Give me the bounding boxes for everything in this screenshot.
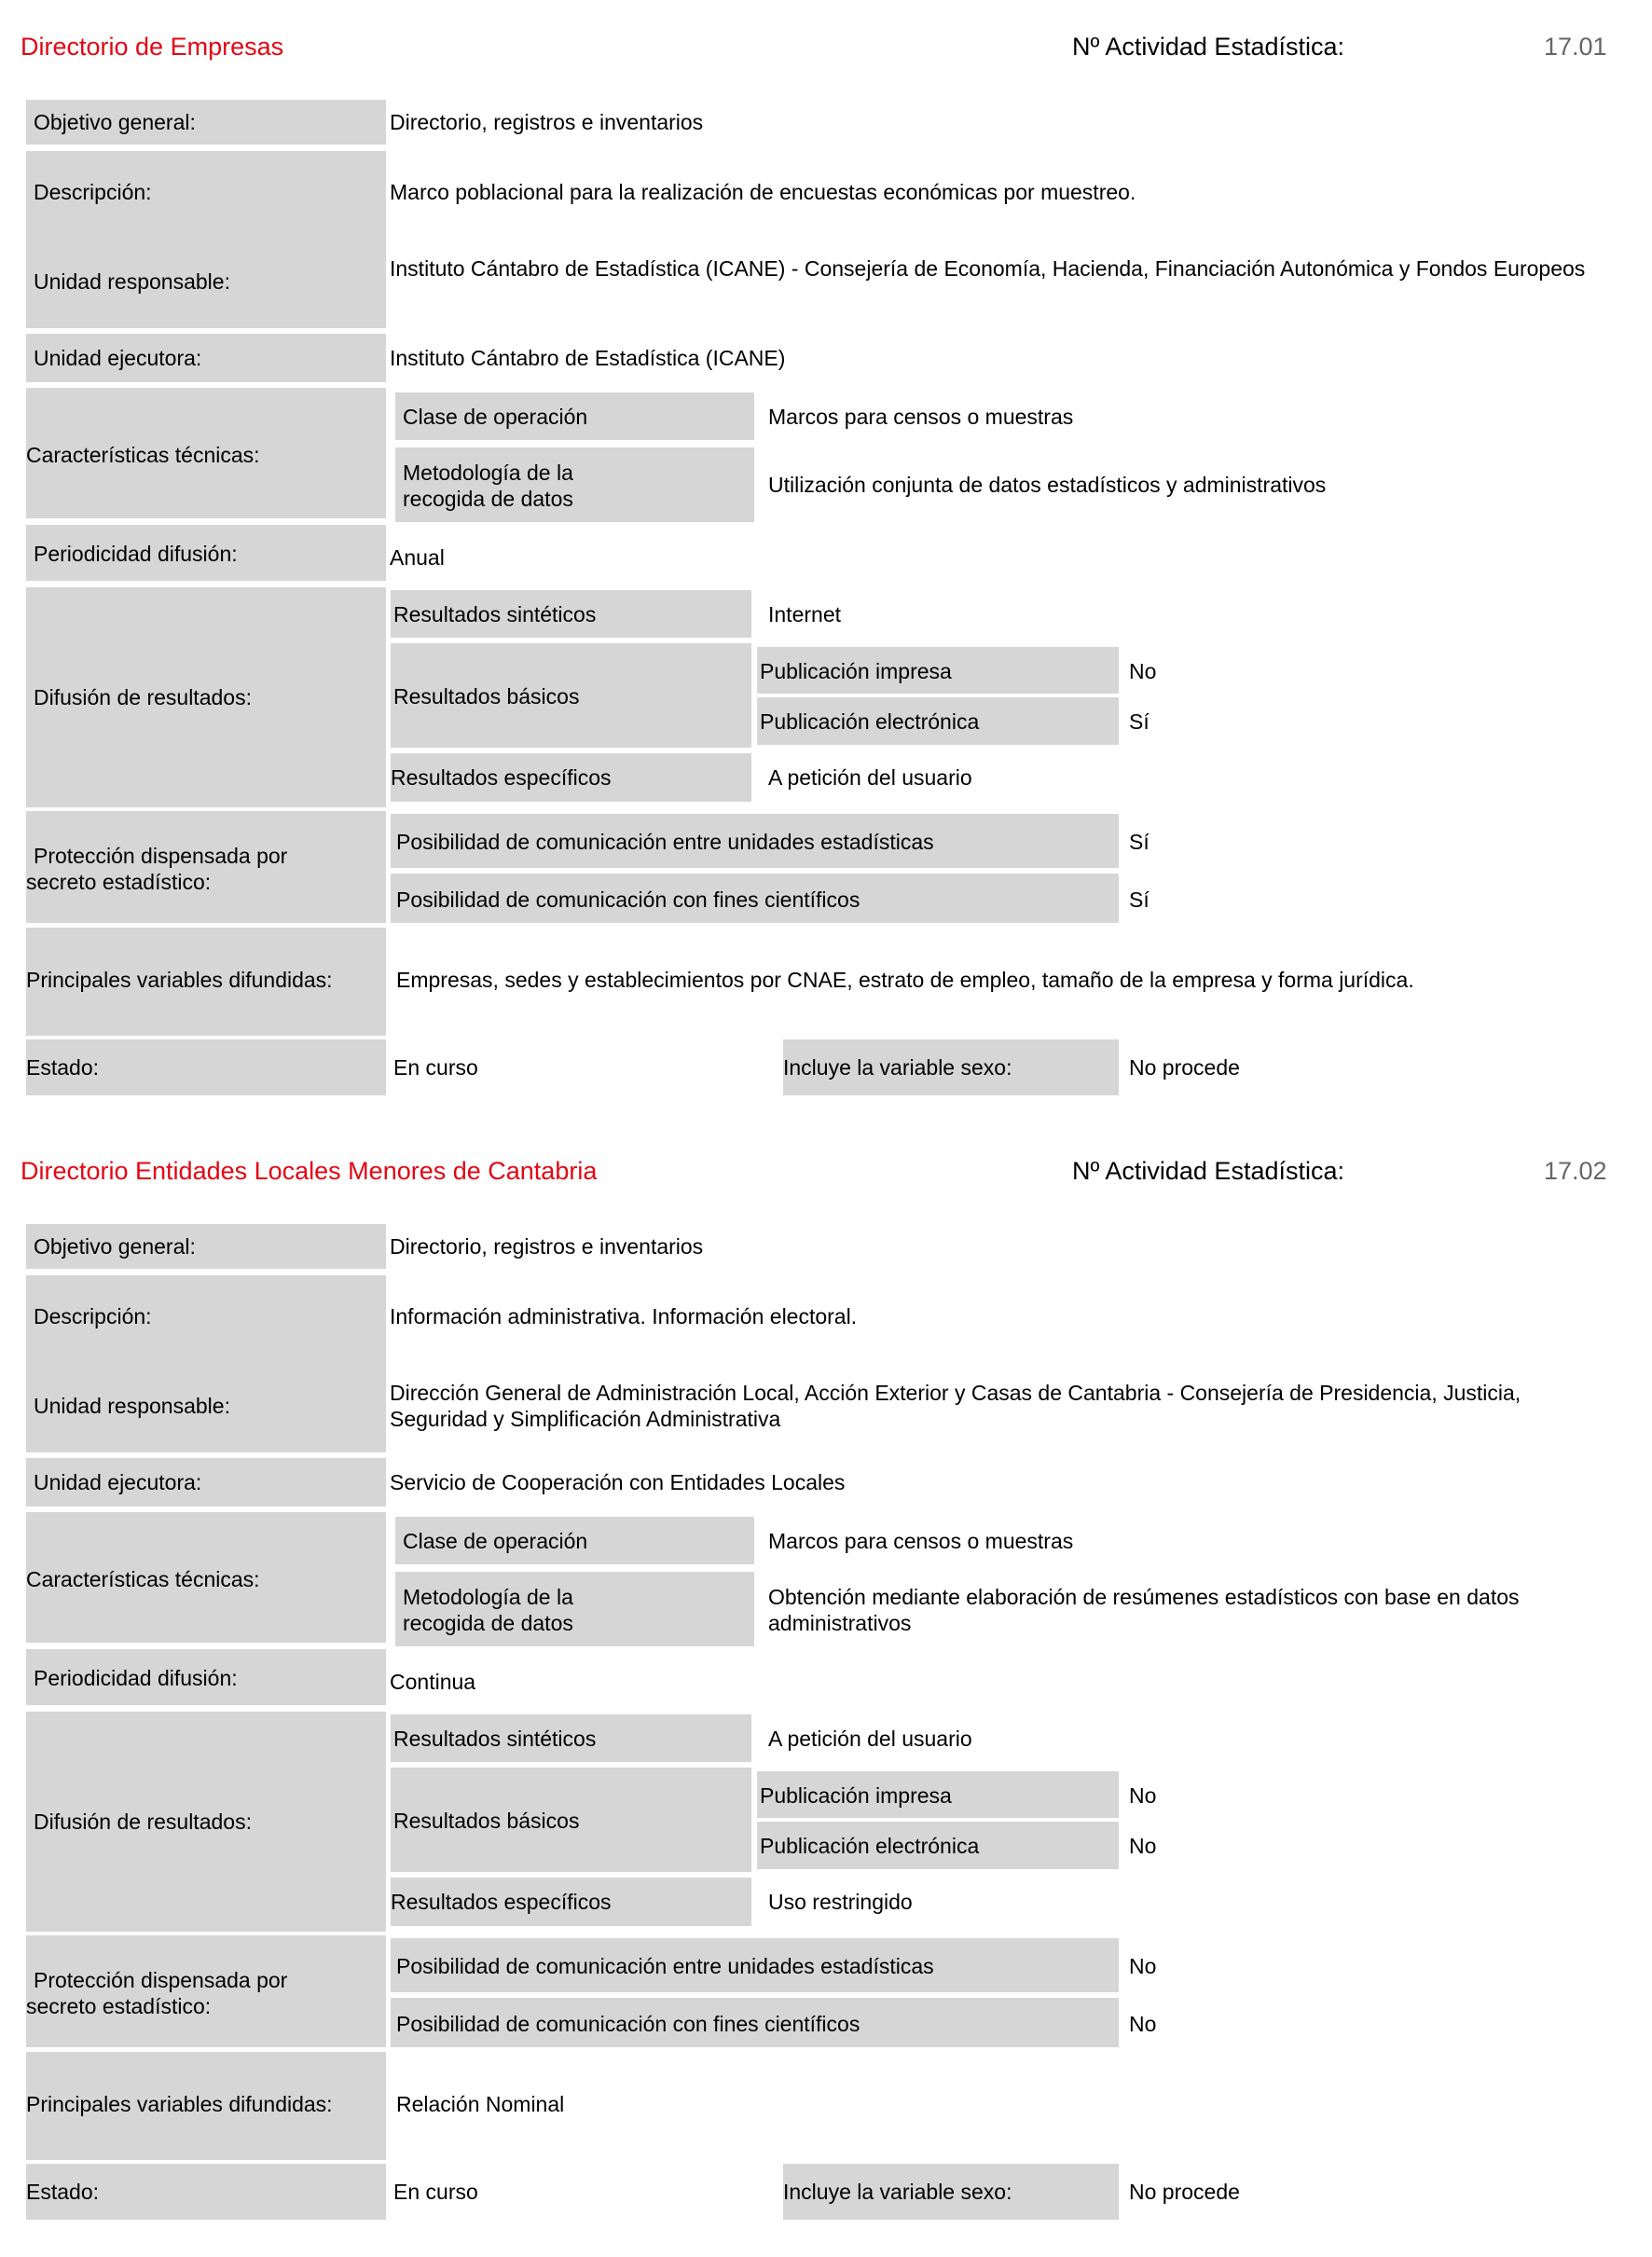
pub-electronica-label: Publicación electrónica: [760, 1834, 980, 1858]
metodologia-label-line2: recogida de datos: [403, 487, 573, 511]
clase-operacion-value: Marcos para censos o muestras: [768, 405, 1074, 429]
label-cell: [26, 151, 386, 328]
activity-number-value: 17.01: [1544, 33, 1607, 61]
pub-electronica-value: Sí: [1129, 709, 1150, 734]
pub-impresa-value: No: [1129, 1783, 1157, 1808]
proteccion-label-line1: Protección dispensada por: [34, 1968, 288, 1992]
metodologia-label-line1: Metodología de la: [403, 1585, 573, 1609]
metodologia-value: Utilización conjunta de datos estadísticos y administrativos: [768, 473, 1327, 497]
pub-impresa-label: Publicación impresa: [760, 659, 952, 683]
descripcion-label: Descripción:: [34, 180, 152, 204]
activity-number-label: Nº Actividad Estadística:: [1072, 1157, 1344, 1185]
activity-number-value: 17.02: [1544, 1157, 1607, 1185]
basicos-label: Resultados básicos: [393, 1809, 580, 1833]
proteccion-label-line2: secreto estadístico:: [26, 1994, 212, 2018]
com-cientificos-value: Sí: [1129, 888, 1150, 912]
label-cell: [26, 1275, 386, 1452]
record-title: Directorio Entidades Locales Menores de Cantabria: [21, 1157, 598, 1185]
especificos-value: Uso restringido: [768, 1890, 913, 1914]
pub-electronica-label: Publicación electrónica: [760, 709, 980, 734]
periodicidad-label: Periodicidad difusión:: [34, 1666, 238, 1690]
caracteristicas-label: Características técnicas:: [26, 1567, 260, 1591]
clase-operacion-label: Clase de operación: [403, 405, 588, 429]
metodologia-value: Obtención mediante elaboración de resúmenes estadísticos con base en datos administrativos: [768, 1585, 1520, 1635]
unidad-responsable-value: Dirección General de Administración Local, Acción Exterior y Casas de Cantabria - Consejería de Presidencia, Justicia, Seguridad y Simplificación Administrativa: [390, 1381, 1521, 1431]
com-unidades-label: Posibilidad de comunicación entre unidades estadísticas: [396, 830, 934, 854]
statistical-activity-card: [0, 1124, 1652, 2252]
sinteticos-value: Internet: [768, 602, 841, 626]
com-unidades-value: Sí: [1129, 830, 1150, 854]
com-cientificos-value: No: [1129, 2012, 1157, 2036]
unidad-responsable-label: Unidad responsable:: [34, 269, 230, 294]
variable-sexo-value: No procede: [1129, 2180, 1240, 2204]
descripcion-value: Información administrativa. Información electoral.: [390, 1304, 858, 1328]
metodologia-label-line2: recogida de datos: [403, 1611, 573, 1635]
com-unidades-value: No: [1129, 1954, 1157, 1978]
sinteticos-value: A petición del usuario: [768, 1727, 972, 1751]
com-cientificos-label: Posibilidad de comunicación con fines científicos: [396, 888, 860, 912]
variables-label: Principales variables difundidas:: [26, 2092, 333, 2116]
estado-value: En curso: [393, 2180, 478, 2204]
objetivo-label: Objetivo general:: [34, 110, 196, 134]
variables-label: Principales variables difundidas:: [26, 968, 333, 992]
objetivo-value: Directorio, registros e inventarios: [390, 110, 704, 134]
pub-impresa-value: No: [1129, 659, 1157, 683]
difusion-label: Difusión de resultados:: [34, 685, 252, 709]
unidad-ejecutora-value: Servicio de Cooperación con Entidades Locales: [390, 1470, 846, 1494]
estado-value: En curso: [393, 1055, 478, 1080]
unidad-ejecutora-label: Unidad ejecutora:: [34, 1470, 202, 1494]
especificos-value: A petición del usuario: [768, 765, 972, 790]
variable-sexo-label: Incluye la variable sexo:: [783, 2180, 1012, 2204]
periodicidad-value: Continua: [390, 1670, 476, 1694]
variable-sexo-value: No procede: [1129, 1055, 1240, 1080]
especificos-label: Resultados específicos: [391, 1890, 612, 1914]
proteccion-label-line1: Protección dispensada por: [34, 844, 288, 868]
proteccion-label-line2: secreto estadístico:: [26, 870, 212, 894]
variables-value: Empresas, sedes y establecimientos por CNAE, estrato de empleo, tamaño de la empresa y forma jurídica.: [396, 968, 1414, 992]
objetivo-label: Objetivo general:: [34, 1234, 196, 1259]
record-title: Directorio de Empresas: [21, 33, 284, 61]
descripcion-value: Marco poblacional para la realización de encuestas económicas por muestreo.: [390, 180, 1136, 204]
variables-value: Relación Nominal: [396, 2092, 565, 2116]
especificos-label: Resultados específicos: [391, 765, 612, 790]
difusion-label: Difusión de resultados:: [34, 1810, 252, 1834]
basicos-label: Resultados básicos: [393, 684, 580, 709]
estado-label: Estado:: [26, 1055, 99, 1080]
unidad-ejecutora-value: Instituto Cántabro de Estadística (ICANE): [390, 346, 786, 370]
metodologia-label-line1: Metodología de la: [403, 461, 573, 485]
caracteristicas-label: Características técnicas:: [26, 443, 260, 467]
periodicidad-label: Periodicidad difusión:: [34, 542, 238, 566]
objetivo-value: Directorio, registros e inventarios: [390, 1234, 704, 1259]
unidad-ejecutora-label: Unidad ejecutora:: [34, 346, 202, 370]
com-cientificos-label: Posibilidad de comunicación con fines científicos: [396, 2012, 860, 2036]
clase-operacion-label: Clase de operación: [403, 1529, 588, 1553]
clase-operacion-value: Marcos para censos o muestras: [768, 1529, 1074, 1553]
unidad-responsable-value: Instituto Cántabro de Estadística (ICANE) - Consejería de Economía, Hacienda, Financiación Autonómica y Fondos Europeos: [390, 256, 1586, 281]
sinteticos-label: Resultados sintéticos: [393, 1727, 597, 1751]
descripcion-label: Descripción:: [34, 1304, 152, 1328]
com-unidades-label: Posibilidad de comunicación entre unidades estadísticas: [396, 1954, 934, 1978]
variable-sexo-label: Incluye la variable sexo:: [783, 1055, 1012, 1080]
sinteticos-label: Resultados sintéticos: [393, 602, 597, 626]
estado-label: Estado:: [26, 2180, 99, 2204]
activity-number-label: Nº Actividad Estadística:: [1072, 33, 1344, 61]
unidad-responsable-label: Unidad responsable:: [34, 1394, 230, 1418]
periodicidad-value: Anual: [390, 545, 445, 570]
pub-electronica-value: No: [1129, 1834, 1157, 1858]
pub-impresa-label: Publicación impresa: [760, 1783, 952, 1808]
statistical-activity-card: [0, 0, 1652, 1128]
